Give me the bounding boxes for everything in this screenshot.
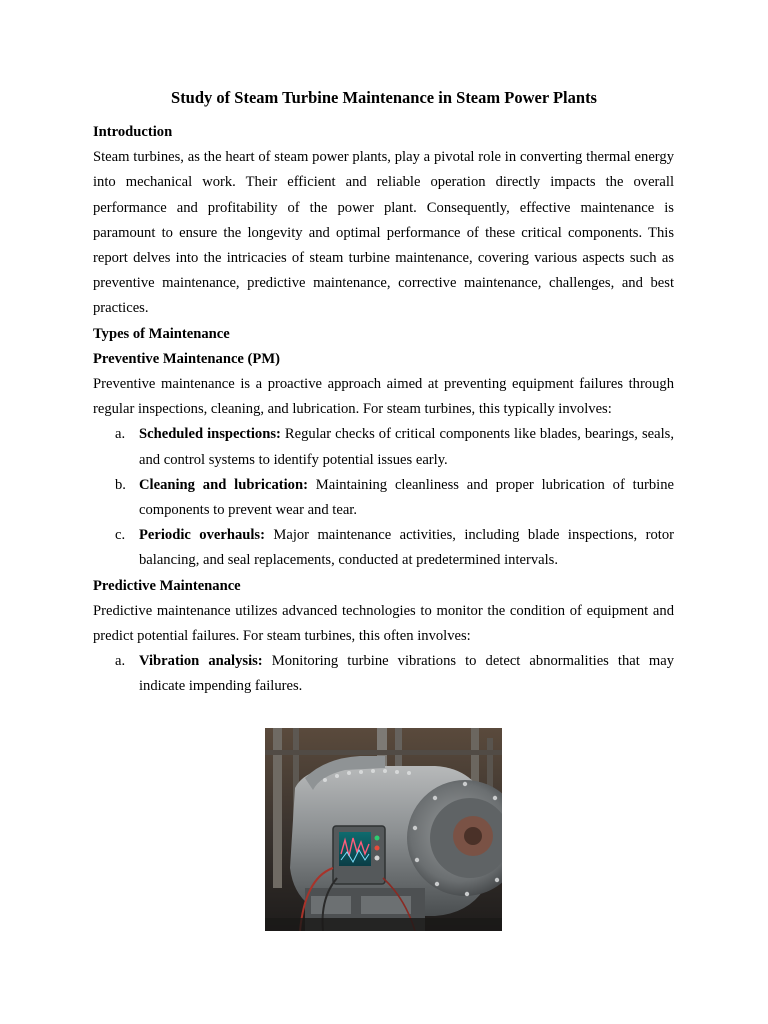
document-title: Study of Steam Turbine Maintenance in Steam Power Plants xyxy=(171,88,597,107)
list-marker: c. xyxy=(115,527,126,544)
list-item-term: Periodic overhauls: xyxy=(139,527,265,544)
list-item-text: Major maintenance activities, including blade inspections, rotor balancing, and seal replacements, conducted at predetermined intervals. xyxy=(139,527,674,569)
predictive-paragraph: Predictive maintenance utilizes advanced technologies to monitor the condition of equipment and predict potential failures. For steam turbines, this often involves: xyxy=(93,602,674,645)
introduction-paragraph: Steam turbines, as the heart of steam power plants, play a pivotal role in converting thermal energy into mechanical work. Their efficient and reliable operation directly impacts the overall performance and profitability of the power plant. Consequently, effective maintenance is paramount to ensure the longevity and optimal performance of these critical components. This report delves into the intricacies of steam turbine maintenance, covering various aspects such as preventive maintenance, predictive maintenance, corrective maintenance, challenges, and best practices. xyxy=(93,149,674,317)
turbine-illustration-graphic xyxy=(265,728,502,931)
list-item-text: Monitoring turbine vibrations to detect abnormalities that may indicate impending failures. xyxy=(139,653,674,695)
list-item xyxy=(93,473,674,523)
preventive-heading: Preventive Maintenance (PM) xyxy=(93,350,280,367)
list-item-text: Regular checks of critical components like blades, bearings, seals, and control systems to identify potential issues early. xyxy=(139,426,674,468)
list-item xyxy=(93,523,674,573)
list-marker: a. xyxy=(115,653,126,670)
introduction-heading: Introduction xyxy=(93,124,173,140)
list-item xyxy=(93,649,674,699)
predictive-heading: Predictive Maintenance xyxy=(93,577,241,594)
types-heading: Types of Maintenance xyxy=(93,325,230,342)
preventive-paragraph: Preventive maintenance is a proactive approach aimed at preventing equipment failures through regular inspections, cleaning, and lubrication. For steam turbines, this typically involves: xyxy=(93,376,674,418)
list-item-term: Scheduled inspections: xyxy=(139,426,281,443)
preventive-list xyxy=(93,422,674,573)
list-marker: a. xyxy=(115,426,126,443)
document-body xyxy=(93,120,674,700)
turbine-illustration xyxy=(265,728,502,931)
predictive-list xyxy=(93,649,674,699)
list-item-term: Cleaning and lubrication: xyxy=(139,476,308,493)
list-marker: b. xyxy=(115,476,126,493)
list-item-term: Vibration analysis: xyxy=(139,653,263,670)
list-item xyxy=(93,422,674,472)
list-item-text: Maintaining cleanliness and proper lubrication of turbine components to prevent wear and tear. xyxy=(139,476,675,519)
